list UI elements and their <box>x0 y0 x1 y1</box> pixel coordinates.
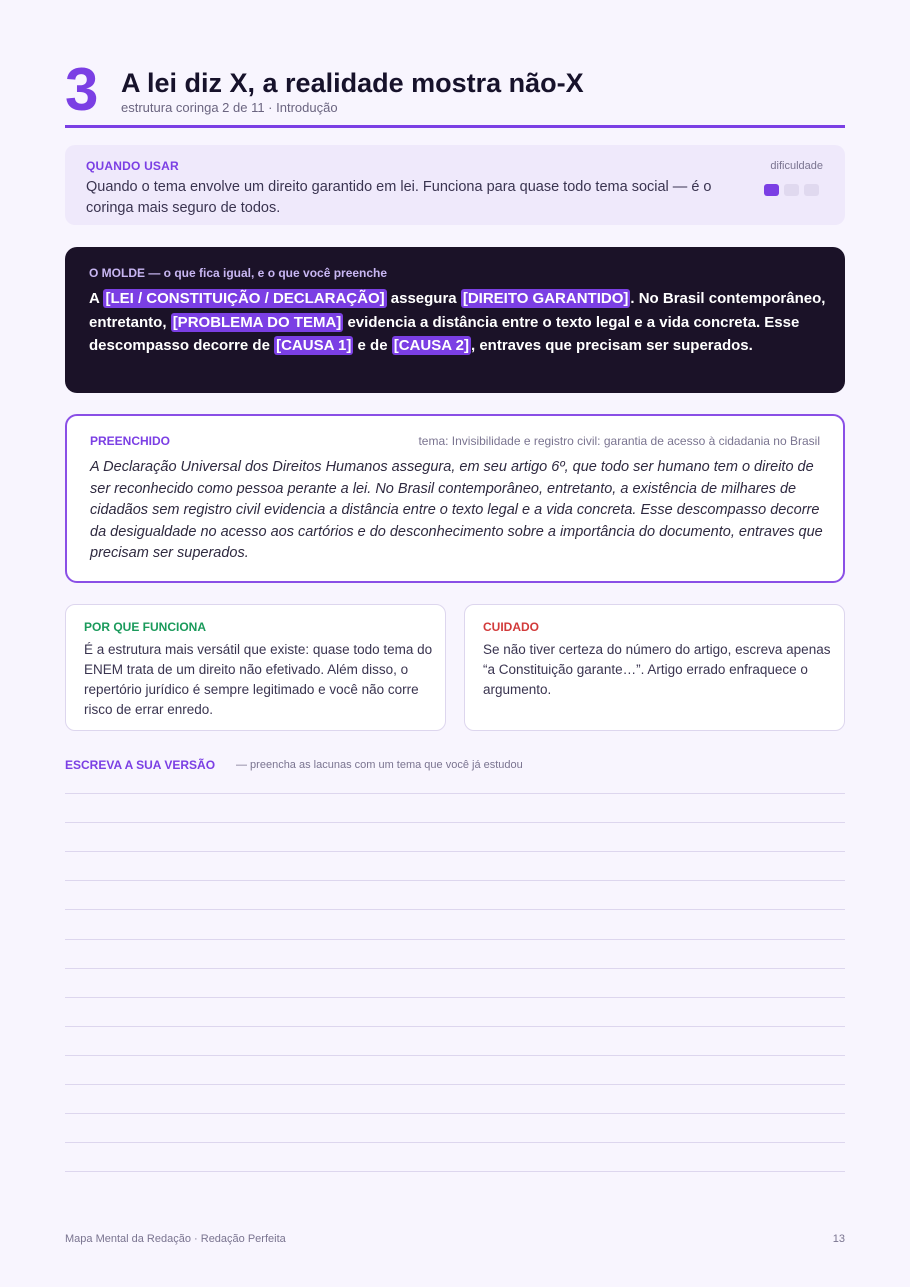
difficulty-dot-empty <box>804 184 819 196</box>
difficulty-meter <box>764 184 819 196</box>
template-slot-right: [DIREITO GARANTIDO] <box>462 290 629 307</box>
template-label: O MOLDE — o que fica igual, e o que você preenche <box>89 266 388 280</box>
template-slot-law: [LEI / CONSTITUIÇÃO / DECLARAÇÃO] <box>105 290 385 307</box>
difficulty-dot-filled <box>764 184 779 196</box>
chapter-number: 3 <box>65 56 98 123</box>
why-it-works-label: POR QUE FUNCIONA <box>84 620 207 634</box>
writing-line[interactable] <box>65 997 845 998</box>
writing-line[interactable] <box>65 1026 845 1027</box>
why-it-works-box <box>65 604 446 731</box>
writing-line[interactable] <box>65 1142 845 1143</box>
template-fixed-text: e de <box>353 337 392 354</box>
page-number: 13 <box>832 1233 845 1245</box>
page-subtitle: estrutura coringa 2 de 11 · Introdução <box>121 100 338 115</box>
template-fixed-text: evidencia a distância entre o texto legal e a vida concreta. Esse descompasso decorre de <box>89 313 800 354</box>
page-title: A lei diz X, a realidade mostra não-X <box>121 68 584 98</box>
when-to-use-text: Quando o tema envolve um direito garantido em lei. Funciona para quase todo tema social — é o coringa mais seguro de todos. <box>86 179 712 216</box>
writing-line[interactable] <box>65 909 845 910</box>
writing-line[interactable] <box>65 822 845 823</box>
caution-box <box>464 604 845 731</box>
template-fixed-text: . No Brasil contemporâneo, entretanto, <box>89 290 826 331</box>
filled-example-label: PREENCHIDO <box>90 434 171 448</box>
template-slot-cause-1: [CAUSA 1] <box>276 337 352 354</box>
caution-text: Se não tiver certeza do número do artigo, escreva apenas “a Constituição garante…”. Artigo errado enfraquece o argumento. <box>483 642 831 697</box>
when-to-use-label: QUANDO USAR <box>86 159 179 173</box>
template-text <box>89 287 829 358</box>
writing-line[interactable] <box>65 851 845 852</box>
write-section-label: ESCREVA A SUA VERSÃO <box>65 758 216 772</box>
writing-line[interactable] <box>65 1055 845 1056</box>
writing-line[interactable] <box>65 880 845 881</box>
filled-example-box <box>65 414 845 583</box>
template-slot-cause-2: [CAUSA 2] <box>393 337 469 354</box>
template-box <box>65 247 845 393</box>
template-slot-problem: [PROBLEMA DO TEMA] <box>172 313 342 331</box>
caution-label: CUIDADO <box>483 620 539 634</box>
writing-line[interactable] <box>65 968 845 969</box>
writing-line[interactable] <box>65 1171 845 1172</box>
page-header <box>65 56 845 128</box>
template-fixed-text: assegura <box>386 290 461 307</box>
template-fixed-text: , entraves que precisam ser superados. <box>471 337 753 354</box>
template-fixed-text: A <box>89 290 104 307</box>
why-it-works-text: É a estrutura mais versátil que existe: quase todo tema do ENEM trata de um direito não efetivado. Além disso, o repertório jurídico é sempre legitimado e você não corre risco de errar enredo. <box>84 642 433 717</box>
write-section-hint: — preencha as lacunas com um tema que você já estudou <box>236 759 523 771</box>
footer-book-title: Mapa Mental da Redação · Redação Perfeita <box>65 1233 286 1245</box>
difficulty-label: dificuldade <box>770 160 823 172</box>
filled-example-theme: tema: Invisibilidade e registro civil: garantia de acesso à cidadania no Brasil <box>418 434 820 448</box>
writing-line[interactable] <box>65 939 845 940</box>
writing-line[interactable] <box>65 1113 845 1114</box>
filled-example-text: A Declaração Universal dos Direitos Humanos assegura, em seu artigo 6º, que todo ser humano tem o direito de ser reconhecido como pessoa perante a lei. No Brasil contemporâneo, entretanto, a existência de milhares de cidadãos sem registro civil evidencia a distância entre o texto legal e a vida concreta. Esse descompasso decorre da desigualdade no acesso aos cartórios e do desconhecimento sobre a importância do documento, entraves que precisam ser superados. <box>90 459 823 561</box>
difficulty-dot-empty <box>784 184 799 196</box>
when-to-use-box <box>65 145 845 225</box>
writing-line[interactable] <box>65 1084 845 1085</box>
writing-line[interactable] <box>65 793 845 794</box>
